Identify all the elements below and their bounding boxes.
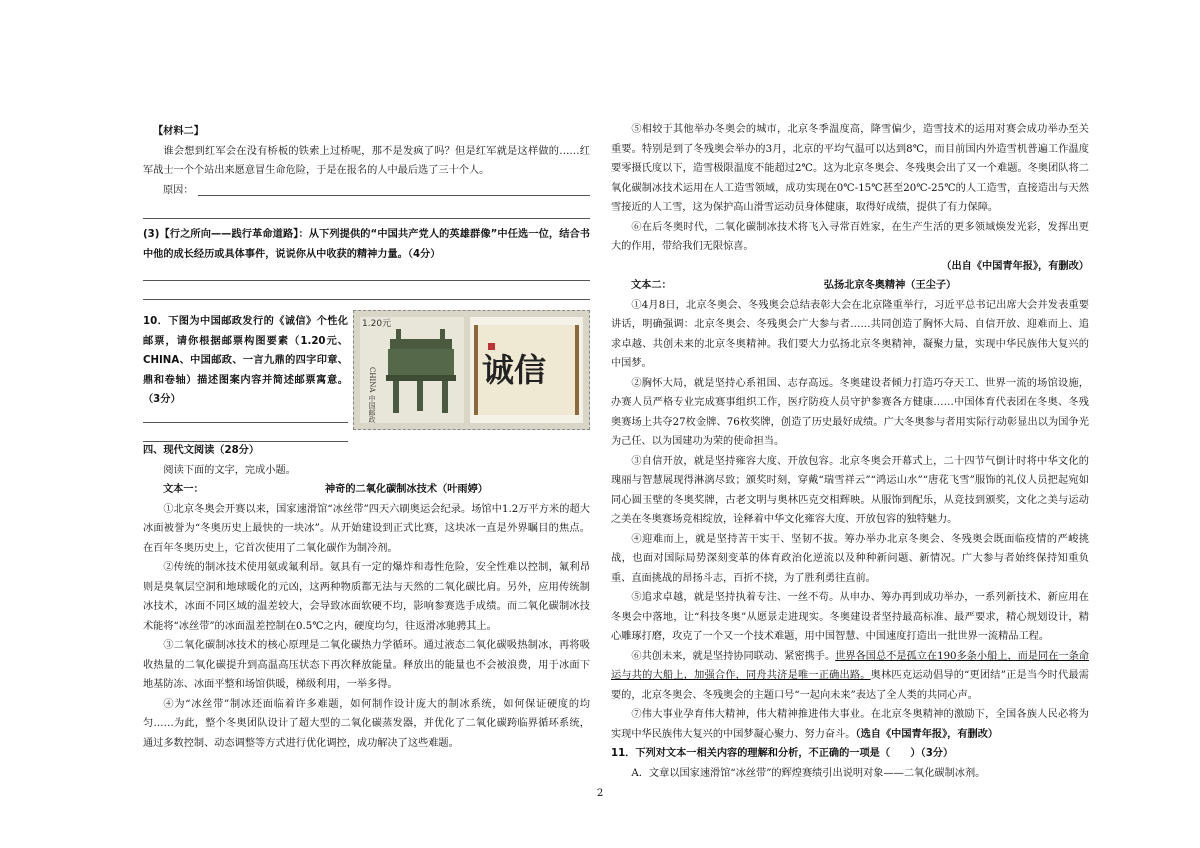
answer-line — [143, 200, 590, 219]
question-10 — [143, 312, 348, 442]
answer-line — [198, 195, 590, 196]
material2-title: 【材料二】 — [153, 126, 204, 137]
text1-paragraph-1: ①北京冬奥会开赛以来，国家速滑馆“冰丝带”四天六刷奥运会纪录。场馆中1.2万平方米的超大冰面被誉为“冬奥历史上最快的一块冰”。从开始建设到正式比赛，这块冰一直是外界瞩目的焦点。在百年冬奥历史上，它首次使用了二氧化碳作为制冷剂。 — [143, 503, 590, 554]
reason-label: 原因： — [163, 184, 194, 196]
text1-paragraph-2: ②传统的制冰技术使用氨或氟利昂。氨具有一定的爆炸和毒性危险，安全性难以控制，氟利昂则是臭氧层空洞和地球暖化的元凶，这两种物质都无法与天然的二氧化碳比肩。另外，应用传统制冰技术，冰面不同区域的温差较大，会导致冰面软硬不均，影响参赛选手成绩。而二氧化碳制冰技术能将“冰丝带”的冰面温差控制在0.5℃之内，硬度均匀，往返滑冰驰骋其上。 — [143, 562, 590, 632]
p6-tail: 奥林匹克运动倡导的“更团结”正是当今时代最需要的，北京冬奥会、冬残奥会的主题口号“一起向未来”表达了全人类的共同心声。 — [611, 670, 1089, 701]
text1-paragraph-4: ④为“冰丝带”制冰还面临着许多难题，如何制作设计庞大的制冰系统，如何保证硬度的均匀……为此，整个冬奥团队设计了超大型的二氧化碳蒸发器，并优化了二氧化碳跨临界循环系统，通过多数控制、动态调整等方式进行优化调控，成功解决了这些难题。 — [143, 698, 590, 749]
p7-body: ⑦伟大事业孕育伟大精神，伟大精神推进伟大事业。在北京冬奥精神的激励下，全国各族人民必将为实现中华民族伟大复兴的中国梦凝心聚力、努力奋斗。 — [611, 709, 1089, 740]
text1-heading — [143, 480, 590, 500]
section-4-title: 四、现代文阅读（28分） — [143, 445, 260, 456]
question-11: 11．下列对文本一相关内容的理解和分析，不正确的一项是（ ）（3分） — [611, 748, 954, 759]
text2-label: 文本二： — [631, 280, 672, 291]
text1-title: 神奇的二氧化碳制冰技术（叶雨婷） — [325, 483, 488, 495]
text2-paragraph-7 — [611, 705, 1089, 744]
material2-text: 谁会想到红军会在没有桥板的铁索上过桥呢，那不是发疯了吗？但是红军就是这样做的……红军战士一个个站出来愿意冒生命危险，于是在报名的人中最后选了三十个人。 — [143, 145, 590, 176]
text1-paragraph-3: ③二氧化碳制冰技术的核心原理是二氧化碳热力学循环。通过液态二氧化碳吸热制冰，再将吸收热量的二氧化碳提升到高温高压状态下再次释放能量。释放出的能量也不会被浪费，用于冰面下地基防冻、冰面平整和场馆供暖，梯级利用，一举多得。 — [143, 640, 590, 690]
text2-paragraph-2: ②胸怀大局，就是坚持心系祖国、志存高远。冬奥建设者倾力打造巧夺天工、世界一流的场馆设施，办赛人员严格专业完成赛事组织工作，医疗防疫人员守护参赛各方健康……中国体育代表团在冬奥、冬残奥赛场上共夺27枚金牌、76枚奖牌，创造了历史最好成绩。广大冬奥参与者用实际行动彰显出以为国争光为己任、以为国建功为荣的使命担当。 — [611, 377, 1089, 447]
question-10-text: 10．下图为中国邮政发行的《诚信》个性化邮票，请你根据邮票构图要素（1.20元、CHINA、中国邮政、一言九鼎的四字印章、鼎和卷轴）描述图案内容并简述邮票寓意。（3分） — [143, 316, 348, 405]
left-column — [143, 122, 590, 753]
answer-line — [143, 264, 590, 281]
right-column — [611, 120, 1089, 783]
stamp-scroll-panel — [470, 317, 583, 423]
text1-paragraph-5: ⑤相较于其他举办冬奥会的城市，北京冬季温度高，降雪偏少，造雪技术的运用对赛会成功举办至关重要。特别是到了冬残奥会举办的3月，北京的平均气温可以达到8℃，而目前国内外造雪机普遍工作温度要零摄氏度以下，造雪极限温度不能超过2℃。这为北京冬奥会、冬残奥会出了又一个难题。冬奥团队将二氧化碳制冰技术运用在人工造雪领域，成功实现在0℃-15℃甚至20℃-25℃的人工造雪，直接造出与天然雪接近的人工雪，这为保护高山滑雪运动员身体健康，取得好成绩，提供了有力保障。 — [611, 124, 1089, 213]
reason-answer-row — [143, 181, 590, 201]
text2-paragraph-3: ③自信开放，就是坚持雍容大度、开放包容。北京冬奥会开幕式上，二十四节气倒计时将中华文化的瑰丽与智慧展现得淋漓尽致；颁奖时刻，穿戴“瑞雪祥云”“鸿运山水”“唐花飞雪”服饰的礼仪人员把起宛如同心圆玉壁的冬奥奖牌，古老文明与奥林匹克交相辉映。从服饰到配乐，从竞技到颁奖，文化之美与运动之美在冬奥赛场竞相绽放，诠释着中华文化雍容大度、开放包容的独特魅力。 — [611, 455, 1089, 525]
page-number: 2 — [596, 788, 604, 799]
stamp-ding-panel — [360, 317, 464, 423]
text2-paragraph-6 — [611, 647, 1089, 706]
text1-source: （出自《中国青年报》，有删改） — [941, 259, 1089, 272]
seal-stamp-icon — [488, 343, 495, 350]
question-11-option-a: A．文章以国家速滑馆“冰丝带”的辉煌赛绩引出说明对象——二氧化碳制冰剂。 — [631, 767, 986, 779]
text2-heading — [611, 276, 1089, 296]
text2-title: 弘扬北京冬奥精神（王尘子） — [823, 279, 957, 291]
text2-paragraph-1: ①4月8日，北京冬奥会、冬残奥会总结表彰大会在北京隆重举行，习近平总书记出席大会并发表重要讲话，明确强调：北京冬奥会、冬残奥会广大参与者……共同创造了胸怀大局、自信开放、迎难而上、追求卓越、共创未来的北京冬奥精神。我们要大力弘扬北京冬奥精神，凝聚力量，实现中华民族伟大复兴的中国梦。 — [611, 299, 1089, 369]
reading-instruction: 阅读下面的文字，完成小题。 — [163, 464, 296, 476]
question-10-block — [143, 312, 590, 437]
stamp-country: CHINA 中国邮政 — [368, 367, 376, 423]
p6-underlined-sentence: 世界各国总不是孤立在190多条小船上，而是同在一条命运与共的大船上，加强合作，同舟共济是唯一正确出路。 — [611, 650, 1089, 681]
text2-paragraph-5: ⑤追求卓越，就是坚持执着专注、一丝不苟。从申办、筹办再到成功举办，一系列新技术、新应用在冬奥会中落地，让“科技冬奥”从愿景走进现实。冬奥建设者坚持最高标准、最严要求，精心规划设计，精心雕琢打磨，攻克了一个又一个技术难题，用中国智慧、中国速度打造出一批世界一流精品工程。 — [611, 592, 1089, 642]
text1-paragraph-6: ⑥在后冬奥时代，二氧化碳制冰技术将飞入寻常百姓家，在生产生活的更多领域焕发光彩，发挥出更大的作用，带给我们无限惊喜。 — [611, 221, 1089, 252]
answer-line — [143, 281, 590, 300]
question-9-3: (3)【行之所向——践行革命道路】：从下列提供的“中国共产党人的英雄群像”中任选一位，结合书中他的成长经历或具体事件，说说你从中收获的精神力量。（4分） — [143, 229, 590, 260]
text1-label: 文本一： — [163, 484, 204, 495]
stamp-calligraphy: 诚信 — [482, 351, 547, 389]
p6-lead: ⑥共创未来，就是坚持协同联动、紧密携手。 — [631, 650, 836, 662]
text2-paragraph-4: ④迎难而上，就是坚持苦干实干、坚韧不拔。筹办举办北京冬奥会、冬残奥会既面临疫情的严峻挑战，也面对国际局势深刻变革的体育政治化逆流以及种种新问题、新情况。广大参与者始终保持知重负重、直面挑战的昂扬斗志，百折不挠，为了胜利勇往直前。 — [611, 533, 1089, 584]
answer-line — [143, 423, 348, 442]
chengxin-stamp-image — [353, 310, 590, 430]
answer-line — [143, 410, 348, 423]
stamp-denomination: 1.20元 — [362, 319, 392, 329]
text2-source: （选自《中国青年报》，有删改） — [855, 727, 999, 740]
